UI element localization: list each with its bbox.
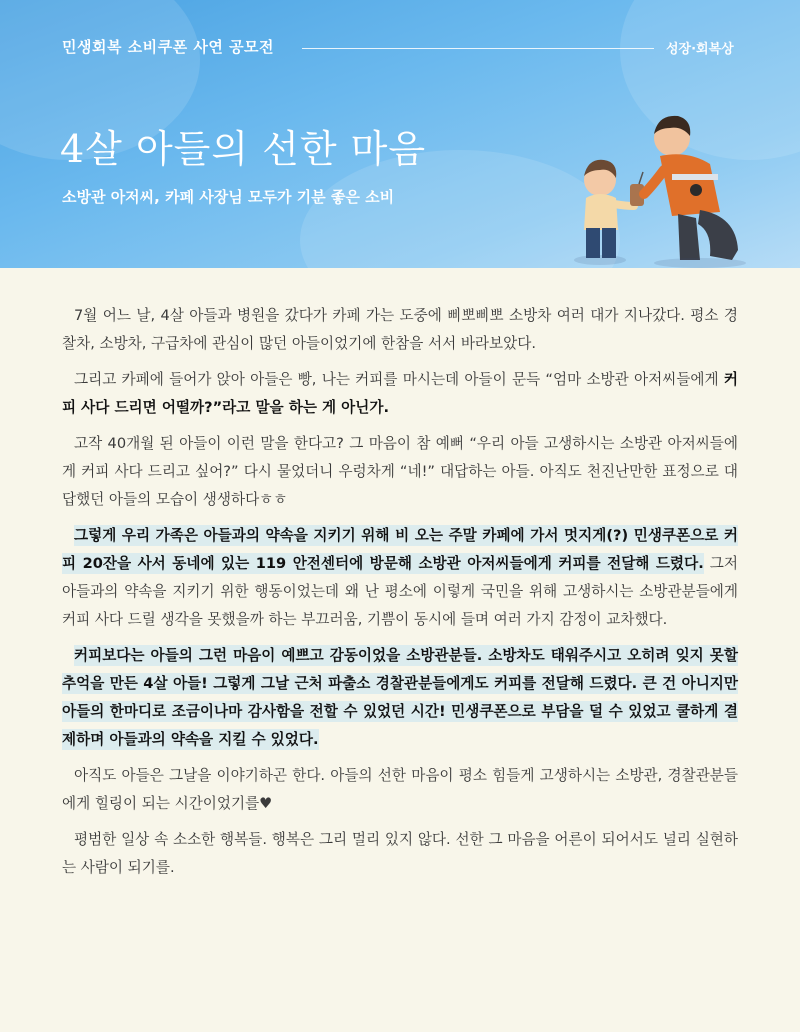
paragraph-4-highlight: 그렇게 우리 가족은 아들과의 약속을 지키기 위해 비 오는 주말 카페에 가서 멋지게(?) 민생쿠폰으로 커피 20잔을 사서 동네에 있는 119 안전센터에 방문해 소방관 아저씨들에게 커피를 전달해 드렸다.: [62, 527, 738, 572]
paragraph-3: 고작 40개월 된 아들이 이런 말을 한다고? 그 마음이 참 예뻐 “우리 아들 고생하시는 소방관 아저씨들에게 커피 사다 드리고 싶어?” 다시 물었더니 우렁차게 “네!” 대답하는 아들. 아직도 천진난만한 표정으로 대답했던 아들의 모습이 생생하다ㅎㅎ: [62, 435, 738, 508]
story-body: [62, 302, 738, 890]
paragraph-4: [62, 522, 738, 634]
header-divider: [302, 48, 654, 49]
page-title: 4살 아들의 선한 마음: [60, 127, 427, 171]
paragraph-7: 평범한 일상 속 소소한 행복들. 행복은 그리 멀리 있지 않다. 선한 그 마음을 어른이 되어서도 널리 실현하는 사람이 되기를.: [62, 831, 738, 876]
header-banner: [0, 0, 800, 268]
award-label: 성장·회복상: [666, 42, 734, 57]
paragraph-5: [62, 642, 738, 754]
paragraph-2-bold: 커피 사다 드리면 어떨까?”라고 말을 하는 게 아닌가.: [62, 371, 738, 416]
page-subtitle: 소방관 아저씨, 카페 사장님 모두가 기분 좋은 소비: [62, 188, 395, 206]
firefighter-and-child-illustration: [560, 100, 760, 268]
contest-label: 민생회복 소비쿠폰 사연 공모전: [62, 38, 275, 56]
paragraph-5-highlight: 커피보다는 아들의 그런 마음이 예쁘고 감동이었을 소방관분들. 소방차도 태워주시고 오히려 잊지 못할 추억을 만든 4살 아들! 그렇게 그날 근처 파출소 경찰관분들에게도 커피를 전달해 드렸다. 큰 건 아니지만 아들의 한마디로 조금이나마 감사함을 전할 수 있었던 시간! 민생쿠폰으로 부담을 덜 수 있었고 쿨하게 결제하며 아들과의 약속을 지킬 수 있었다.: [62, 647, 738, 748]
paragraph-6: 아직도 아들은 그날을 이야기하곤 한다. 아들의 선한 마음이 평소 힘들게 고생하시는 소방관, 경찰관분들에게 힐링이 되는 시간이었기를♥: [62, 767, 738, 812]
paragraph-2: [62, 366, 738, 422]
paragraph-2-text: 그리고 카페에 들어가 앉아 아들은 빵, 나는 커피를 마시는데 아들이 문득 “엄마 소방관 아저씨들에게: [74, 371, 719, 388]
paragraph-1: 7월 어느 날, 4살 아들과 병원을 갔다가 카페 가는 도중에 삐뽀삐뽀 소방차 여러 대가 지나갔다. 평소 경찰차, 소방차, 구급차에 관심이 많던 아들이었기에 한참을 서서 바라보았다.: [62, 307, 738, 352]
paragraph-4-text: 그저 아들과의 약속을 지키기 위한 행동이었는데 왜 난 평소에 이렇게 국민을 위해 고생하시는 소방관분들에게 커피 사다 드릴 생각을 못했을까 하는 부끄러움, 기쁨이 동시에 들며 여러 가지 감정이 교차했다.: [62, 555, 738, 628]
